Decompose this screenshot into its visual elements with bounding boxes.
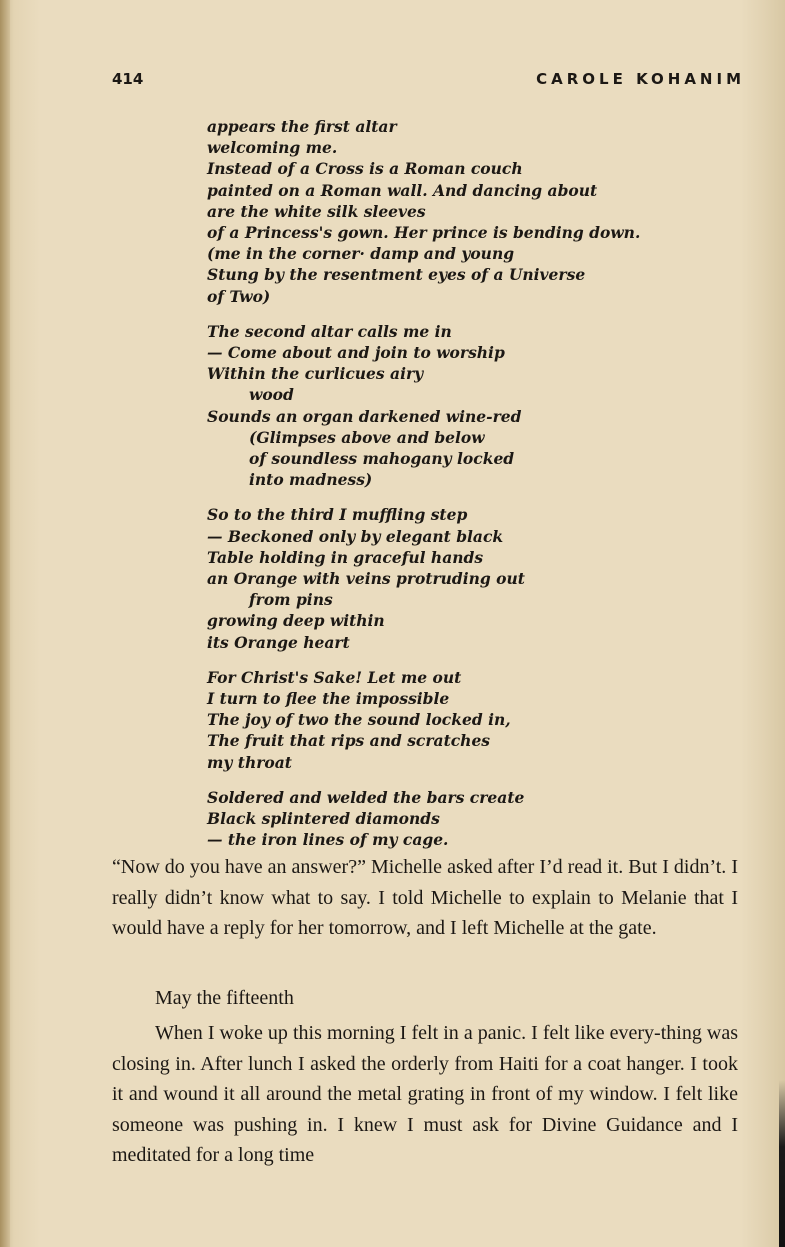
poem-line: — Come about and join to worship [207, 343, 505, 363]
poem-stanza [207, 321, 727, 491]
poem-stanza [207, 504, 727, 652]
poem-stanza [207, 787, 727, 851]
poem-line: painted on a Roman wall. And dancing about [207, 180, 598, 200]
running-head: CAROLE KOHANIM [536, 70, 745, 88]
poem-line: I turn to flee the impossible [207, 689, 450, 709]
poem-line: Instead of a Cross is a Roman couch [207, 159, 523, 179]
poem-stanza [207, 667, 727, 773]
prose-paragraph [112, 852, 738, 944]
poem-line: Black splintered diamonds [207, 809, 440, 829]
poem [207, 116, 727, 865]
poem-line: growing deep within [207, 611, 385, 631]
poem-line: of Two) [207, 286, 271, 306]
page-edge-shadow [779, 1080, 785, 1247]
poem-line: of a Princess's gown. Her prince is bending down. [207, 223, 641, 243]
poem-line: wood [249, 385, 294, 405]
poem-line: So to the third I muffling step [207, 505, 468, 525]
prose-paragraph [112, 1018, 738, 1171]
poem-line: The fruit that rips and scratches [207, 731, 491, 751]
poem-line: — Beckoned only by elegant black [207, 526, 504, 546]
poem-line: (Glimpses above and below [249, 427, 485, 447]
poem-line: Sounds an organ darkened wine-red [207, 406, 522, 426]
page-gutter [0, 0, 10, 1247]
poem-line: welcoming me. [207, 138, 338, 158]
poem-line: — the iron lines of my cage. [207, 830, 449, 850]
poem-line: are the white silk sleeves [207, 201, 426, 221]
poem-stanza [207, 116, 727, 307]
poem-line: The second altar calls me in [207, 321, 452, 341]
poem-line: (me in the corner· damp and young [207, 244, 515, 264]
poem-line: appears the first altar [207, 117, 397, 136]
poem-line: into madness) [249, 470, 373, 490]
page-number: 414 [112, 70, 144, 88]
poem-line: of soundless mahogany locked [249, 449, 515, 469]
poem-line: For Christ's Sake! Let me out [207, 667, 462, 687]
poem-line: Stung by the resentment eyes of a Universe [207, 265, 586, 285]
poem-line: Within the curlicues airy [207, 364, 424, 384]
poem-line: an Orange with veins protruding out [207, 569, 525, 589]
poem-line: Table holding in graceful hands [207, 547, 484, 567]
poem-line: its Orange heart [207, 632, 350, 652]
date-heading: May the fifteenth [155, 987, 294, 1009]
poem-line: from pins [249, 590, 333, 610]
paragraph-text: “Now do you have an answer?” Michelle asked after I’d read it. But I didn’t. I really didn’t know what to say. I told Michelle to explain to Melanie that I would have a reply for her tomorrow, and I left Michelle at the gate. [112, 856, 738, 939]
poem-line: my throat [207, 752, 292, 772]
paragraph-text: When I woke up this morning I felt in a panic. I felt like every-thing was closing in. After lunch I asked the orderly from Haiti for a coat hanger. I took it and wound it all around the metal grating in front of my window. I felt like someone was pushing in. I knew I must ask for Divine Guidance and I meditated for a long time [112, 1022, 738, 1166]
poem-line: The joy of two the sound locked in, [207, 710, 511, 730]
poem-line: Soldered and welded the bars create [207, 787, 525, 807]
